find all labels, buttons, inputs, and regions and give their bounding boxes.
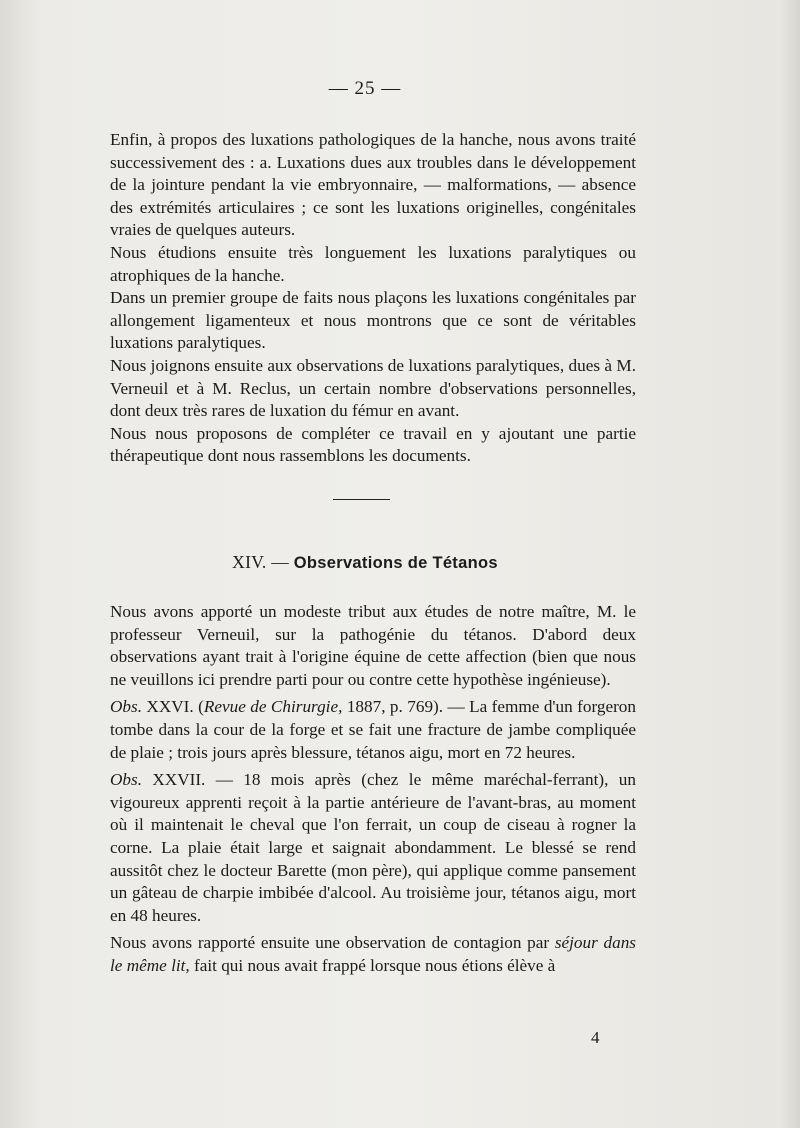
section-number: XIV. — — [232, 552, 290, 572]
section-tetanos — [110, 601, 636, 983]
page-number: — 25 — — [328, 78, 402, 99]
paragraph — [110, 932, 636, 977]
observation-xxvii — [110, 769, 636, 927]
section-title: Observations de Tétanos — [293, 554, 498, 572]
obs-number: XXVI. ( — [142, 697, 204, 717]
text-run: Nous avons rapporté ensuite une observation de contagion par — [110, 933, 555, 953]
section-luxations — [110, 129, 636, 468]
obs-text: 1887, p. 769). — La femme d'un forgeron tombe dans la cour de la forge et se fait une fracture de jambe compliquée de plaie ; trois jours après blessure, tétanos aigu, mort en 72 heures. — [110, 697, 636, 762]
section-heading — [0, 552, 730, 573]
paragraph: Nous avons apporté un modeste tribut aux études de notre maître, M. le professeur Verneuil, sur la pathogénie du tétanos. D'abord deux observations ayant trait à l'origine équine de cette affection (bien que nous ne veuillons ici prendre parti pour ou contre cette hypothèse ingénieuse). — [110, 602, 636, 689]
paragraph: Nous joignons ensuite aux observations de luxations paralytiques, dues à M. Verneuil et à M. Reclus, un certain nombre d'observations personnelles, dont deux très rares de luxation du fémur en avant. — [110, 355, 636, 421]
obs-text: XXVII. — 18 mois après (chez le même maréchal-ferrant), un vigoureux apprenti reçoit à la partie antérieure de l'avant-bras, au moment où il maintenait le cheval que l'on ferrait, un coup de ciseau à rogner la corne. La plaie était large et saignait abondamment. Le blessé se rend aussitôt chez le docteur Barette (mon père), qui applique comme pansement un gâteau de charpie imbibée d'alcool. Au troisième jour, tétanos aigu, mort en 48 heures. — [110, 770, 636, 925]
obs-label: Obs. — [110, 770, 142, 790]
paragraph: Nous nous proposons de compléter ce travail en y ajoutant une partie thérapeutique dont nous rassemblons les documents. — [110, 423, 636, 466]
signature-mark: 4 — [591, 1028, 600, 1047]
paragraph: Enfin, à propos des luxations pathologiques de la hanche, nous avons traité successivement des : a. Luxations dues aux troubles dans le développement de la jointure pendant la vie embryonnaire, — malformations, — absence des extrémités articulaires ; ce sont les luxations originelles, congénitales vraies de quelques auteurs. — [110, 130, 636, 240]
emphasis: séjour dans le même lit, — [110, 933, 636, 975]
observation-xxvi — [110, 696, 636, 764]
text-run: fait qui nous avait frappé lorsque nous étions élève à — [189, 955, 556, 975]
paragraph: Dans un premier groupe de faits nous plaçons les luxations congénitales par allongement ligamenteux et nous montrons que ce sont de véritables luxations paralytiques. — [110, 288, 636, 353]
journal-title: Revue de Chirurgie, — [203, 697, 343, 717]
obs-label: Obs. — [110, 697, 142, 717]
paragraph: Nous étudions ensuite très longuement les luxations paralytiques ou atrophiques de la hanche. — [110, 242, 636, 285]
section-divider — [333, 499, 390, 500]
